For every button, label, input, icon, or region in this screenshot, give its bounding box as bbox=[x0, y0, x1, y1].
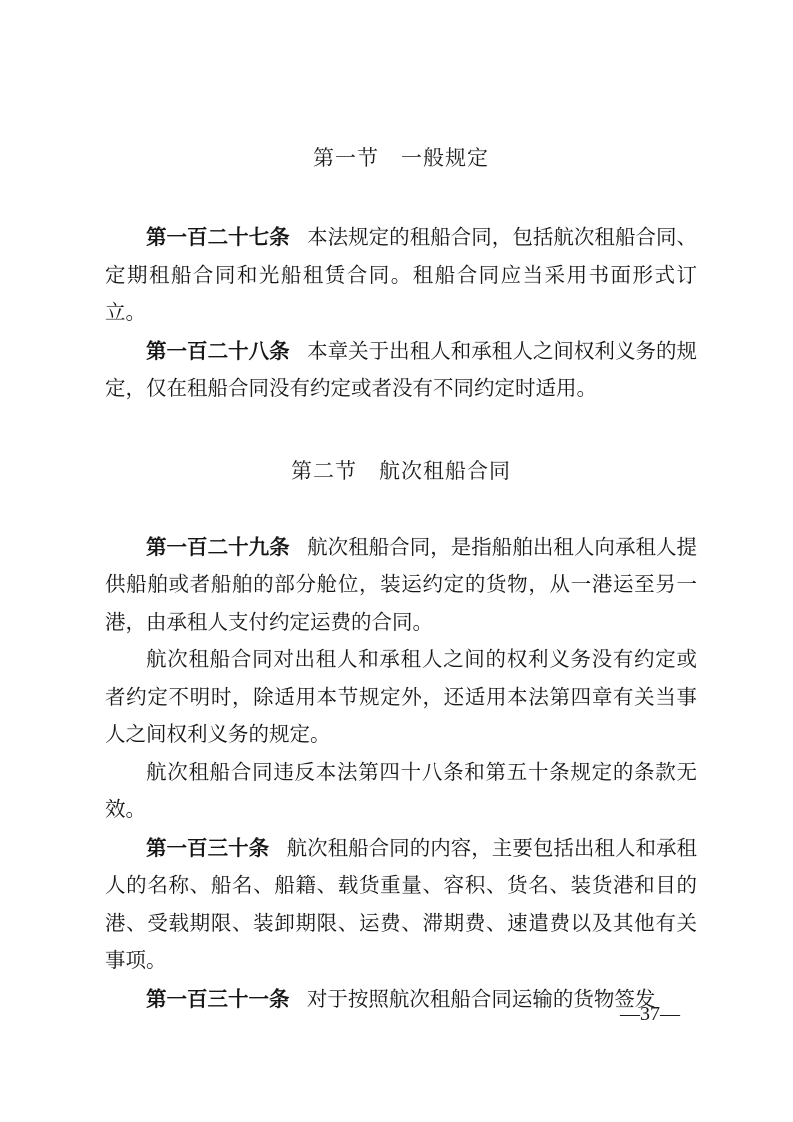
article-128-number: 第一百二十八条 bbox=[146, 339, 290, 363]
article-130-text: 航次租船合同的内容，主要包括出租人和承租人的名称、船名、船籍、载货重量、容积、货名、装货港和目的港、受载期限、装卸期限、运费、滞期费、速遣费以及其他有关事项。 bbox=[105, 837, 698, 972]
article-127-number: 第一百二十七条 bbox=[146, 226, 290, 249]
page-number: —37— bbox=[620, 1003, 680, 1025]
article-131-number: 第一百三十一条 bbox=[146, 987, 290, 1011]
text-column bbox=[105, 0, 697, 1019]
article-127-text: 本法规定的租船合同，包括航次租船合同、定期租船合同和光船租赁合同。租船合同应当采用书面形式订立。 bbox=[105, 227, 698, 324]
article-131 bbox=[105, 981, 697, 1020]
article-131-text: 对于按照航次租船合同运输的货物签发 bbox=[306, 988, 656, 1011]
article-127 bbox=[105, 219, 697, 333]
article-129-number: 第一百二十九条 bbox=[146, 535, 290, 559]
article-129-text-1: 航次租船合同，是指船舶出租人向承租人提供船舶或者船舶的部分舱位，装运约定的货物，从一港运至另一港，由承租人支付约定运费的合同。 bbox=[105, 536, 698, 634]
section-2-heading: 第二节 航次租船合同 bbox=[291, 458, 511, 483]
article-130-number: 第一百三十条 bbox=[146, 836, 270, 860]
article-129-paragraph-1 bbox=[105, 529, 697, 643]
article-129-paragraph-3: 航次租船合同违反本法第四十八条和第五十条规定的条款无效。 bbox=[105, 761, 697, 821]
article-129-paragraph-2: 航次租船合同对出租人和承租人之间的权利义务没有约定或者约定不明时，除适用本节规定外，还适用本法第四章有关当事人之间权利义务的规定。 bbox=[105, 649, 697, 746]
section-1-heading: 第一节 一般规定 bbox=[313, 146, 489, 170]
article-128-text: 本章关于出租人和承租人之间权利义务的规定，仅在租船合同没有约定或者没有不同约定时适用。 bbox=[105, 340, 698, 400]
article-128 bbox=[105, 333, 697, 409]
article-130 bbox=[105, 830, 697, 981]
